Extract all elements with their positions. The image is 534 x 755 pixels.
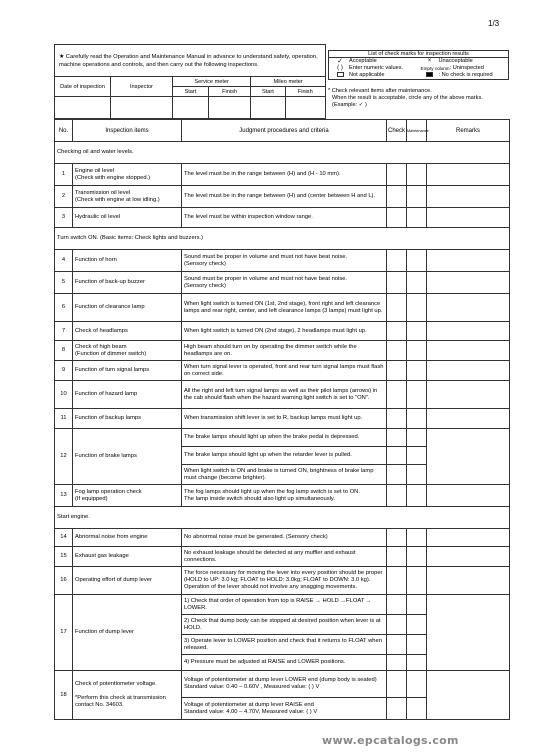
maintenance-cell[interactable] <box>407 465 427 485</box>
criteria-text: The level must be within inspection window range. <box>182 208 387 228</box>
date-of-inspection-label: Date of inspection <box>55 77 111 97</box>
remarks-cell[interactable] <box>427 671 510 720</box>
legend-note-1: * Check relevant items after maintenance. <box>328 88 432 94</box>
item-text: Check of headlamps <box>73 322 182 341</box>
check-cell[interactable] <box>387 208 407 228</box>
filled-box-icon <box>421 72 439 79</box>
maintenance-cell[interactable] <box>407 595 427 615</box>
criteria-text: The fog lamps should light up when the fog lamp switch is set to ON. The lamp inside switch should also light up simultaneously. <box>182 485 387 507</box>
maintenance-cell[interactable] <box>407 164 427 186</box>
legend-uninspected: : Uninspected <box>449 65 484 71</box>
legend-note-2: When the result is acceptable, circle any of the above marks. <box>332 95 483 101</box>
legend-title: List of check marks for inspection results <box>329 51 508 58</box>
mileo-start-input[interactable] <box>251 97 285 119</box>
table-row: 14 Abnormal noise from engine No abnormal noise must be generated. (Sensory check) <box>55 529 510 547</box>
table-row: 8 Check of high beam (Function of dimmer switch) High beam should turn on by operating the dimmer switch while the headlamps are on. <box>55 341 510 361</box>
check-cell[interactable] <box>387 294 407 322</box>
item-text: Hydraulic oil level <box>73 208 182 228</box>
col-no: No. <box>55 120 73 142</box>
legend-no-check: : No check is required <box>438 72 493 78</box>
check-mark-legend <box>328 50 509 109</box>
legend-numeric: Enter numeric values. <box>349 65 404 71</box>
remarks-cell[interactable] <box>427 272 510 294</box>
maintenance-cell[interactable] <box>407 409 427 429</box>
maintenance-cell[interactable] <box>407 655 427 671</box>
check-cell[interactable] <box>387 164 407 186</box>
criteria-text: The brake lamps should light up when the brake pedal is depressed. <box>182 429 387 447</box>
maintenance-cell[interactable] <box>407 322 427 341</box>
table-row: 16 Operating effort of dump lever The force necessary for moving the lever into every position should be proper (HOLD to UP: 3.0 kg; FLOAT to HOLD: 3.0kg; FLOAT to DOWN: 3.0 kg). Operation of the lever should not involve any snagging movements. <box>55 567 510 595</box>
item-text: Exhaust gas leakage <box>73 547 182 567</box>
criteria-text: 4) Pressure must be adjusted at RAISE and LOWER positions. <box>182 655 387 671</box>
remarks-cell[interactable] <box>427 547 510 567</box>
maintenance-cell[interactable] <box>407 186 427 208</box>
item-text: Operating effort of dump lever <box>73 567 182 595</box>
table-row: 10 Function of hazard lamp All the right and left turn signal lamps as well as their pilot lamps (arrows) in the cab should flash when the hazard warning light switch is set to "ON". <box>55 381 510 409</box>
table-row: 13 Fog lamp operation check (If equipped) The fog lamps should light up when the fog lamp switch is set to ON. The lamp inside switch should also light up simultaneously. <box>55 485 510 507</box>
maintenance-cell[interactable] <box>407 361 427 381</box>
mileo-finish-label: Finish <box>285 87 326 97</box>
check-cell[interactable] <box>387 655 407 671</box>
item-text: Fog lamp operation check (If equipped) <box>73 485 182 507</box>
maintenance-cell[interactable] <box>407 635 427 655</box>
col-remarks: Remarks <box>427 120 510 142</box>
check-cell[interactable] <box>387 272 407 294</box>
criteria-text: When light switch is turned ON (1st, 2nd stage), front right and left clearance lamps and rear right, center, and left clearance lamps (3 lamps) must light up. <box>182 294 387 322</box>
table-row: 3 Hydraulic oil level The level must be within inspection window range. <box>55 208 510 228</box>
item-text: Check of potentiometer voltage. *Perform this check at transmission contact No. 34603. <box>73 671 182 720</box>
criteria-text: When light switch is ON and brake is turned ON, brightness of brake lamp must change (become brighter). <box>182 465 387 485</box>
checkmark-icon: ✓ <box>337 58 343 65</box>
item-text: Transmission oil level (Check with engine at low idling.) <box>73 186 182 208</box>
table-row: 9 Function of turn signal lamps When turn signal lever is operated, front and rear turn signal lamps must flash on correct side. <box>55 361 510 381</box>
col-judgment: Judgment procedures and criteria <box>182 120 387 142</box>
remarks-cell[interactable] <box>427 529 510 547</box>
criteria-text: Sound must be proper in volume and must not have beat noise. (Sensory check) <box>182 272 387 294</box>
date-input[interactable] <box>55 97 111 119</box>
criteria-text: High beam should turn on by operating the dimmer switch while the headlamps are on. <box>182 341 387 361</box>
remarks-cell[interactable] <box>427 409 510 429</box>
remarks-cell[interactable] <box>427 186 510 208</box>
criteria-text: Sound must be proper in volume and must not have beat noise. (Sensory check) <box>182 250 387 272</box>
criteria-text: The brake lamps should light up when the retarder lever is pulled. <box>182 447 387 465</box>
mileo-finish-input[interactable] <box>285 97 326 119</box>
check-cell[interactable] <box>387 250 407 272</box>
table-row: 2 Transmission oil level (Check with engine at low idling.) The level must be in the range between (H) and (center between H and L). <box>55 186 510 208</box>
maintenance-cell[interactable] <box>407 485 427 507</box>
criteria-text: No abnormal noise must be generated. (Sensory check) <box>182 529 387 547</box>
criteria-text: All the right and left turn signal lamps as well as their pilot lamps (arrows) in the cab should flash when the hazard warning light switch is set to "ON". <box>182 381 387 409</box>
maintenance-cell[interactable] <box>407 547 427 567</box>
item-text: Check of high beam (Function of dimmer switch) <box>73 341 182 361</box>
check-cell[interactable] <box>387 409 407 429</box>
legend-unacceptable: Unacceptable <box>438 58 473 64</box>
check-cell[interactable] <box>387 547 407 567</box>
cross-icon: × <box>427 58 432 64</box>
check-cell[interactable] <box>387 595 407 615</box>
maintenance-cell[interactable] <box>407 698 427 720</box>
table-row: 11 Function of backup lamps When transmission shift lever is set to R, backup lamps must light up. <box>55 409 510 429</box>
maintenance-cell[interactable] <box>407 615 427 635</box>
maintenance-cell[interactable] <box>407 671 427 698</box>
criteria-text: The force necessary for moving the lever into every position should be proper (HOLD to UP: 3.0 kg; FLOAT to HOLD: 3.0kg; FLOAT to DOWN: 3.0 kg). Operation of the lever should not involve any snagging movements. <box>182 567 387 595</box>
criteria-text: When transmission shift lever is set to R, backup lamps must light up. <box>182 409 387 429</box>
service-finish-input[interactable] <box>208 97 250 119</box>
page-number: 1/3 <box>488 19 500 28</box>
check-cell[interactable] <box>387 429 407 447</box>
service-start-input[interactable] <box>173 97 209 119</box>
remarks-cell[interactable] <box>427 361 510 381</box>
remarks-cell[interactable] <box>427 341 510 361</box>
col-check: Check <box>387 120 407 142</box>
remarks-cell[interactable] <box>427 381 510 409</box>
legend-note-3: (Example: ✓ ) <box>332 102 367 108</box>
check-cell[interactable] <box>387 485 407 507</box>
item-text: Abnormal noise from engine <box>73 529 182 547</box>
table-row: 15 Exhaust gas leakage No exhaust leakage should be detected at any muffler and exhaust connections. <box>55 547 510 567</box>
col-inspection-items: Inspection items <box>73 120 182 142</box>
criteria-text: 1) Check that order of operation from top is RAISE → HOLD →FLOAT → LOWER. <box>182 595 387 615</box>
check-cell[interactable] <box>387 567 407 595</box>
remarks-cell[interactable] <box>427 595 510 671</box>
table-row: 6 Function of clearance lamp When light switch is turned ON (1st, 2nd stage), front right and left clearance lamps and rear right, center, and left clearance lamps (3 lamps) must light up. <box>55 294 510 322</box>
remarks-cell[interactable] <box>427 250 510 272</box>
check-cell[interactable] <box>387 698 407 720</box>
legend-empty-column: Empty column <box>420 66 450 71</box>
item-text: Function of horn <box>73 250 182 272</box>
item-text: Function of dump lever <box>73 595 182 671</box>
remarks-cell[interactable] <box>427 429 510 485</box>
check-cell[interactable] <box>387 186 407 208</box>
table-row: 1 Engine oil level (Check with engine stopped.) The level must be in the range between (H) and (H - 10 mm). <box>55 164 510 186</box>
criteria-text: 2) Check that dump body can be stopped at desired position when lever is at HOLD. <box>182 615 387 635</box>
table-row: 17 Function of dump lever 1) Check that order of operation from top is RAISE → HOLD →FLOAT → LOWER. <box>55 595 510 615</box>
maintenance-cell[interactable] <box>407 272 427 294</box>
check-cell[interactable] <box>387 635 407 655</box>
col-maintenance: Maintenance <box>407 120 427 142</box>
check-cell[interactable] <box>387 341 407 361</box>
service-start-label: Start <box>173 87 209 97</box>
item-text: Engine oil level (Check with engine stopped.) <box>73 164 182 186</box>
watermark: www.epcatalogs.com <box>322 734 459 747</box>
item-text: Function of hazard lamp <box>73 381 182 409</box>
inspector-input[interactable] <box>111 97 173 119</box>
remarks-cell[interactable] <box>427 567 510 595</box>
inspection-table <box>54 119 510 720</box>
section-oil: Checking oil and water levels. <box>55 142 510 164</box>
criteria-text: When turn signal lever is operated, front and rear turn signal lamps must flash on correct side. <box>182 361 387 381</box>
remarks-cell[interactable] <box>427 208 510 228</box>
maintenance-cell[interactable] <box>407 341 427 361</box>
table-row: 7 Check of headlamps When light switch is turned ON (2nd stage), 2 headlamps must light up. <box>55 322 510 341</box>
maintenance-cell[interactable] <box>407 567 427 595</box>
maintenance-cell[interactable] <box>407 250 427 272</box>
item-text: Function of brake lamps <box>73 429 182 485</box>
maintenance-cell[interactable] <box>407 381 427 409</box>
criteria-text: The level must be in the range between (H) and (center between H and L). <box>182 186 387 208</box>
criteria-text: 3) Operate lever to LOWER position and check that it returns to FLOAT when released. <box>182 635 387 655</box>
check-cell[interactable] <box>387 465 407 485</box>
maintenance-cell[interactable] <box>407 447 427 465</box>
criteria-text: The level must be in the range between (H) and (H - 10 mm). <box>182 164 387 186</box>
check-cell[interactable] <box>387 361 407 381</box>
maintenance-cell[interactable] <box>407 208 427 228</box>
maintenance-cell[interactable] <box>407 294 427 322</box>
service-finish-label: Finish <box>208 87 250 97</box>
remarks-cell[interactable] <box>427 294 510 322</box>
inspector-label: Inspector <box>111 77 173 97</box>
table-row: 18 Check of potentiometer voltage. *Perform this check at transmission contact No. 34603. Voltage of potentiometer at dump lever LOWER end (dump body is seated) Standard value: 0.40 – 0.60V , Measured value: ( ) V <box>55 671 510 698</box>
criteria-text: Voltage of potentiometer at dump lever RAISE end Standard value: 4.00 – 4.70V, Measured value: ( ) V <box>182 698 387 720</box>
table-row: 5 Function of back-up buzzer Sound must be proper in volume and must not have beat noise. (Sensory check) <box>55 272 510 294</box>
mileo-start-label: Start <box>251 87 285 97</box>
mileo-meter-label: Mileo meter <box>251 77 326 87</box>
parentheses-icon: ( ) <box>337 65 343 71</box>
inspection-header-table <box>54 44 326 119</box>
legend-not-applicable: Not applicable <box>349 72 385 78</box>
service-meter-label: Service meter <box>173 77 251 87</box>
criteria-text: Voltage of potentiometer at dump lever LOWER end (dump body is seated) Standard value: 0.40 – 0.60V , Measured value: ( ) V <box>182 671 387 698</box>
remarks-cell[interactable] <box>427 485 510 507</box>
notice-text: ★ Carefully read the Operation and Maintenance Manual in advance to understand safety, operation, machine operations and controls, and then carry out the following inspections. <box>55 45 326 77</box>
item-text: Function of back-up buzzer <box>73 272 182 294</box>
maintenance-cell[interactable] <box>407 529 427 547</box>
criteria-text: When light switch is turned ON (2nd stage), 2 headlamps must light up. <box>182 322 387 341</box>
maintenance-cell[interactable] <box>407 429 427 447</box>
section-engine: Start engine. <box>55 507 510 529</box>
check-cell[interactable] <box>387 447 407 465</box>
check-cell[interactable] <box>387 615 407 635</box>
criteria-text: No exhaust leakage should be detected at any muffler and exhaust connections. <box>182 547 387 567</box>
remarks-cell[interactable] <box>427 322 510 341</box>
item-text: Function of backup lamps <box>73 409 182 429</box>
item-text: Function of clearance lamp <box>73 294 182 322</box>
check-cell[interactable] <box>387 529 407 547</box>
table-row: 4 Function of horn Sound must be proper in volume and must not have beat noise. (Sensory check) <box>55 250 510 272</box>
check-cell[interactable] <box>387 322 407 341</box>
section-switch: Turn switch ON. (Basic items: Check lights and buzzers.) <box>55 228 510 250</box>
item-text: Function of turn signal lamps <box>73 361 182 381</box>
legend-acceptable: Acceptable <box>349 58 377 64</box>
check-cell[interactable] <box>387 671 407 698</box>
table-row: 12 Function of brake lamps The brake lamps should light up when the brake pedal is depressed. <box>55 429 510 447</box>
check-cell[interactable] <box>387 381 407 409</box>
remarks-cell[interactable] <box>427 164 510 186</box>
dash-box-icon <box>331 72 349 79</box>
